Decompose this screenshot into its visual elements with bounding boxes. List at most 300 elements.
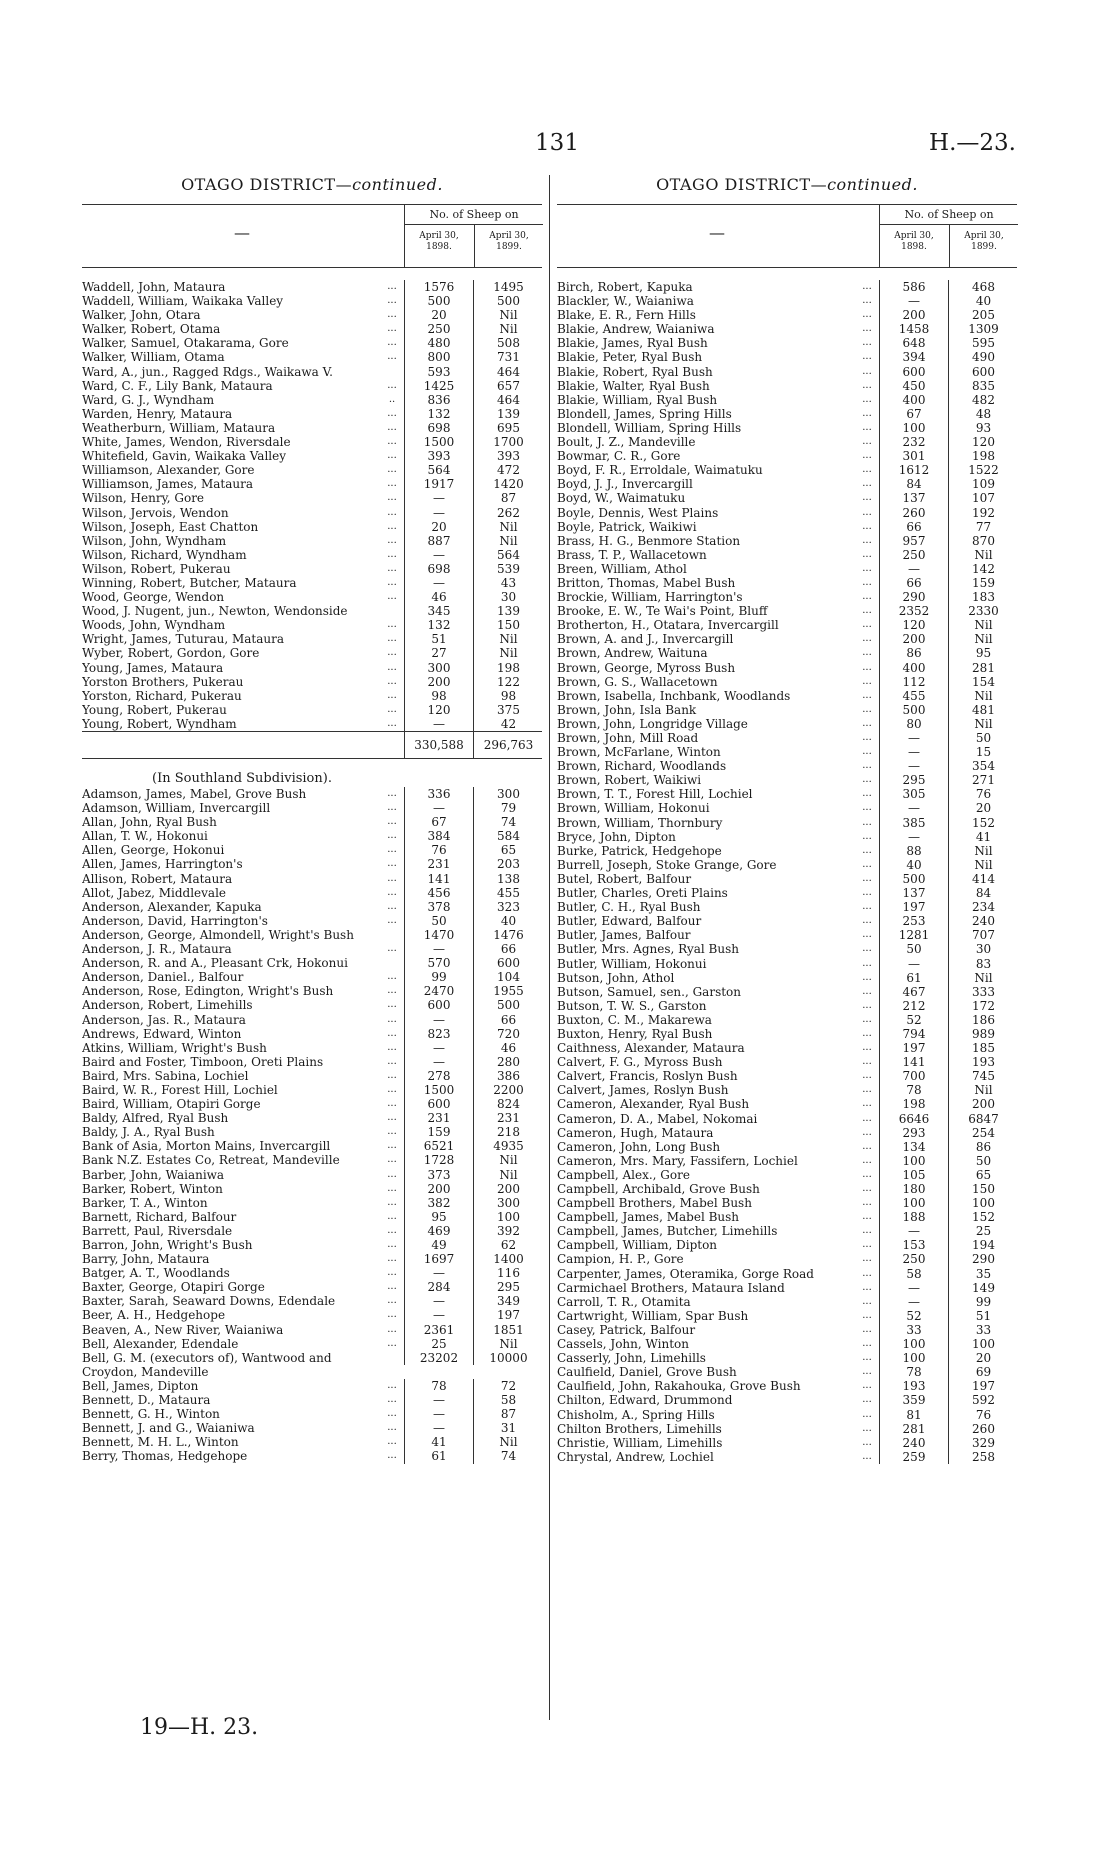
table-row xyxy=(557,1126,1017,1140)
sheep-1899: 197 xyxy=(473,1308,543,1322)
sheep-1898: 6521 xyxy=(404,1139,473,1153)
table-row xyxy=(557,844,1017,858)
sheep-1899: 69 xyxy=(948,1365,1018,1379)
owner-name: Brown, Isabella, Inchbank, Woodlands xyxy=(557,688,791,703)
sheep-1899: 10000 xyxy=(473,1351,543,1365)
sheep-1898: 1458 xyxy=(879,322,948,336)
leader-dots: ... xyxy=(387,1323,397,1335)
table-row xyxy=(82,1125,542,1139)
table-row xyxy=(557,463,1017,477)
table-row xyxy=(557,1436,1017,1450)
table-row xyxy=(557,449,1017,463)
page-number: 131 xyxy=(535,130,579,156)
sheep-1899: Nil xyxy=(473,1337,543,1351)
sheep-1898: 51 xyxy=(404,632,473,646)
owner-name: Bennett, G. H., Winton xyxy=(82,1407,220,1422)
sheep-1898: — xyxy=(404,506,473,520)
leader-dots: ... xyxy=(387,337,397,349)
sheep-1899: Nil xyxy=(473,632,543,646)
table-row xyxy=(82,548,542,562)
table-row xyxy=(82,1323,542,1337)
sheep-1898: 564 xyxy=(404,463,473,477)
sheep-1899: 2200 xyxy=(473,1083,543,1097)
owner-name: Chilton Brothers, Limehills xyxy=(557,1421,722,1436)
leader-dots: ... xyxy=(387,506,397,518)
owner-name: Carroll, T. R., Otamita xyxy=(557,1294,691,1309)
sheep-1898: 823 xyxy=(404,1027,473,1041)
table-row xyxy=(557,1295,1017,1309)
leader-dots: ... xyxy=(862,464,872,476)
sheep-1898: 6646 xyxy=(879,1112,948,1126)
owner-name: Blakie, Walter, Ryal Bush xyxy=(557,378,710,393)
sheep-1898: 20 xyxy=(404,520,473,534)
right-sheep-group xyxy=(879,205,1018,267)
sheep-1898: 66 xyxy=(879,576,948,590)
owner-name: Calvert, James, Roslyn Bush xyxy=(557,1083,729,1098)
leader-dots: ... xyxy=(862,1154,872,1166)
leader-dots: ... xyxy=(387,971,397,983)
owner-name: Winning, Robert, Butcher, Mataura xyxy=(82,575,297,590)
leader-dots: ... xyxy=(862,1042,872,1054)
table-row xyxy=(557,365,1017,379)
leader-dots: ... xyxy=(862,1295,872,1307)
table-row xyxy=(557,957,1017,971)
owner-name: Barron, John, Wright's Bush xyxy=(82,1238,253,1252)
sheep-1899: 41 xyxy=(948,830,1018,844)
total-1899: 296,763 xyxy=(473,732,543,758)
sheep-1899: 354 xyxy=(948,759,1018,773)
leader-dots: ... xyxy=(862,1239,872,1251)
table-row xyxy=(82,534,542,548)
sheep-1898: 120 xyxy=(879,618,948,632)
table-row xyxy=(557,435,1017,449)
leader-dots: ... xyxy=(387,1083,397,1095)
table-row xyxy=(82,1083,542,1097)
sheep-1898: 1500 xyxy=(404,435,473,449)
table-row xyxy=(557,703,1017,717)
table-row xyxy=(82,308,542,322)
owner-name: Burke, Patrick, Hedgehope xyxy=(557,843,722,858)
leader-dots: ... xyxy=(862,393,872,405)
owner-name: Casey, Patrick, Balfour xyxy=(557,1322,696,1337)
owner-name: Young, James, Mataura xyxy=(82,660,224,675)
owner-name: Anderson, George, Almondell, Wright's Bush xyxy=(82,927,354,942)
leader-dots: ... xyxy=(387,450,397,462)
leader-dots: ... xyxy=(387,591,397,603)
sheep-1898: 281 xyxy=(879,1422,948,1436)
owner-name: Brown, John, Mill Road xyxy=(557,731,699,745)
owner-name: Baldy, Alfred, Ryal Bush xyxy=(82,1111,229,1126)
leader-dots: ... xyxy=(862,1253,872,1265)
owner-name: Carmichael Brothers, Mataura Island xyxy=(557,1280,785,1295)
table-row xyxy=(557,477,1017,491)
leader-dots: ... xyxy=(862,887,872,899)
leader-dots: ... xyxy=(862,1267,872,1279)
table-row xyxy=(82,463,542,477)
owner-name: Christie, William, Limehills xyxy=(557,1435,723,1450)
sheep-1898: 2352 xyxy=(879,604,948,618)
leader-dots: ... xyxy=(862,548,872,560)
table-row xyxy=(82,1337,542,1351)
owner-name: Beaven, A., New River, Waianiwa xyxy=(82,1322,284,1337)
leader-dots: ... xyxy=(387,1422,397,1434)
sheep-1899: 584 xyxy=(473,829,543,843)
table-row xyxy=(82,336,542,350)
sheep-1898: 193 xyxy=(879,1379,948,1393)
sheep-1899: 1400 xyxy=(473,1252,543,1266)
sheep-1899: 99 xyxy=(948,1295,1018,1309)
sheep-1899: 100 xyxy=(948,1337,1018,1351)
sheep-1899: 539 xyxy=(473,562,543,576)
leader-dots: ... xyxy=(862,295,872,307)
leader-dots: ... xyxy=(862,1338,872,1350)
sheep-1899: 142 xyxy=(948,562,1018,576)
owner-name: Anderson, Robert, Limehills xyxy=(82,998,253,1013)
leader-dots: ... xyxy=(387,1337,397,1349)
sheep-1899: 30 xyxy=(473,590,543,604)
leader-dots: ... xyxy=(862,816,872,828)
table-row xyxy=(82,1238,542,1252)
leader-dots: ... xyxy=(387,1253,397,1265)
left-col-1898: April 30, 1898. xyxy=(419,231,459,252)
leader-dots: ... xyxy=(862,830,872,842)
table-row xyxy=(557,1041,1017,1055)
owner-name: Barber, John, Waianiwa xyxy=(82,1167,225,1182)
sheep-1898: — xyxy=(879,830,948,844)
sheep-1898: 200 xyxy=(879,308,948,322)
leader-dots: ... xyxy=(387,661,397,673)
table-row xyxy=(82,520,542,534)
table-row xyxy=(82,1153,542,1167)
right-group-title: No. of Sheep on xyxy=(880,205,1018,225)
table-row xyxy=(557,830,1017,844)
sheep-1898: 570 xyxy=(404,956,473,970)
owner-name: Baxter, George, Otapiri Gorge xyxy=(82,1280,265,1295)
leader-dots: ... xyxy=(862,746,872,758)
sheep-1898: 232 xyxy=(879,435,948,449)
table-row xyxy=(557,308,1017,322)
leader-dots: ... xyxy=(387,1182,397,1194)
leader-dots: ... xyxy=(387,309,397,321)
sheep-1899: 490 xyxy=(948,350,1018,364)
right-table-header xyxy=(557,204,1017,268)
leader-dots: ... xyxy=(862,915,872,927)
owner-name: Campion, H. P., Gore xyxy=(557,1252,684,1267)
sheep-1899: 186 xyxy=(948,1013,1018,1027)
owner-name: Berry, Thomas, Hedgehope xyxy=(82,1449,248,1464)
sheep-1898: 52 xyxy=(879,1309,948,1323)
sheep-1899: 731 xyxy=(473,350,543,364)
sheep-1898: 50 xyxy=(404,914,473,928)
sheep-1899: 25 xyxy=(948,1224,1018,1238)
table-row xyxy=(557,717,1017,731)
leader-dots: ... xyxy=(387,351,397,363)
sheep-1899: Nil xyxy=(948,548,1018,562)
leader-dots: ... xyxy=(387,619,397,631)
sheep-1898: 400 xyxy=(879,661,948,675)
total-1898: 330,588 xyxy=(404,732,473,758)
leader-dots: ... xyxy=(387,914,397,926)
sheep-1898: — xyxy=(879,1224,948,1238)
right-column xyxy=(557,175,1017,1464)
table-row xyxy=(557,1337,1017,1351)
leader-dots: ... xyxy=(862,1013,872,1025)
leader-dots: ... xyxy=(862,999,872,1011)
owner-name: Caulfield, John, Rakahouka, Grove Bush xyxy=(557,1379,801,1394)
sheep-1899: 77 xyxy=(948,520,1018,534)
table-row xyxy=(82,576,542,590)
table-row xyxy=(82,1393,542,1407)
owner-name: Barry, John, Mataura xyxy=(82,1252,210,1267)
leader-dots: ... xyxy=(387,520,397,532)
leader-dots: ... xyxy=(387,1069,397,1081)
sheep-1898: 250 xyxy=(879,1252,948,1266)
owner-name: Barrett, Paul, Riversdale xyxy=(82,1223,233,1238)
table-row xyxy=(82,1111,542,1125)
leader-dots: ... xyxy=(387,1267,397,1279)
table-row xyxy=(82,843,542,857)
table-row xyxy=(557,858,1017,872)
sheep-1899: 1700 xyxy=(473,435,543,449)
table-row xyxy=(82,1435,542,1449)
sheep-1899: 231 xyxy=(473,1111,543,1125)
owner-name: Beer, A. H., Hedgehope xyxy=(82,1308,226,1323)
sheep-1898: — xyxy=(404,491,473,505)
leader-dots: ... xyxy=(862,1197,872,1209)
sheep-1899: 50 xyxy=(948,731,1018,745)
sheep-1899: 35 xyxy=(948,1267,1018,1281)
owner-name: Cartwright, William, Spar Bush xyxy=(557,1308,749,1323)
sheep-1899: 205 xyxy=(948,308,1018,322)
leader-dots: ... xyxy=(862,407,872,419)
sheep-1899: Nil xyxy=(948,1083,1018,1097)
owner-name: Allan, T. W., Hokonui xyxy=(82,829,208,844)
table-row xyxy=(82,829,542,843)
owner-name: Casserly, John, Limehills xyxy=(557,1351,706,1366)
sheep-1899: 43 xyxy=(473,576,543,590)
table-row xyxy=(82,646,542,660)
table-row xyxy=(557,773,1017,787)
sheep-1899: 152 xyxy=(948,1210,1018,1224)
sheep-1899: Nil xyxy=(473,1153,543,1167)
sheep-1899: 30 xyxy=(948,942,1018,956)
left-table-header xyxy=(82,204,542,268)
sheep-1898: 49 xyxy=(404,1238,473,1252)
table-row xyxy=(82,1421,542,1435)
owner-name: Brotherton, H., Otatara, Invercargill xyxy=(557,618,779,633)
table-row xyxy=(557,787,1017,801)
sheep-1899: 194 xyxy=(948,1238,1018,1252)
left-total-row xyxy=(82,731,542,759)
sheep-1898: 200 xyxy=(404,1182,473,1196)
sheep-1899: 93 xyxy=(948,421,1018,435)
sheep-1898: 141 xyxy=(404,872,473,886)
table-row xyxy=(82,477,542,491)
sheep-1899: 83 xyxy=(948,957,1018,971)
leader-dots: ... xyxy=(862,576,872,588)
table-row xyxy=(557,1182,1017,1196)
sheep-1898: 50 xyxy=(879,942,948,956)
sheep-1899: 1495 xyxy=(473,280,543,294)
sheep-1899: 95 xyxy=(948,646,1018,660)
sheep-1898: 99 xyxy=(404,970,473,984)
sheep-1898: 78 xyxy=(879,1365,948,1379)
subdivision-heading: (In Southland Subdivision). xyxy=(152,771,332,786)
leader-dots: ... xyxy=(862,872,872,884)
table-row xyxy=(82,280,542,294)
leader-dots: ... xyxy=(862,351,872,363)
table-row xyxy=(82,787,542,801)
sheep-1899: 172 xyxy=(948,999,1018,1013)
leader-dots: ... xyxy=(387,421,397,433)
table-row xyxy=(82,379,542,393)
sheep-1899: 260 xyxy=(948,1422,1018,1436)
sheep-1898: 98 xyxy=(404,689,473,703)
table-row xyxy=(557,1083,1017,1097)
owner-name: Yorston Brothers, Pukerau xyxy=(82,674,244,689)
leader-dots: ... xyxy=(387,675,397,687)
owner-name: Calvert, F. G., Myross Bush xyxy=(557,1055,723,1070)
owner-name: Waddell, William, Waikaka Valley xyxy=(82,294,284,309)
leader-dots: ... xyxy=(387,802,397,814)
table-row xyxy=(82,1224,542,1238)
left-rows-bottom xyxy=(82,787,542,1464)
leader-dots: ... xyxy=(387,999,397,1011)
leader-dots: ... xyxy=(862,760,872,772)
owner-name: Brown, John, Isla Bank xyxy=(557,702,697,717)
left-heading xyxy=(82,175,542,194)
right-col-1898: April 30, 1898. xyxy=(894,231,934,252)
sheep-1898: 137 xyxy=(879,886,948,900)
sheep-1899: 258 xyxy=(948,1450,1018,1464)
table-row xyxy=(557,801,1017,815)
sheep-1898: 345 xyxy=(404,604,473,618)
sheep-1899: 500 xyxy=(473,294,543,308)
table-row xyxy=(82,1168,542,1182)
owner-name: Bell, James, Dipton xyxy=(82,1378,199,1393)
sheep-1898: 400 xyxy=(879,393,948,407)
sheep-1898: — xyxy=(404,1393,473,1407)
owner-name: Baxter, Sarah, Seaward Downs, Edendale xyxy=(82,1294,336,1309)
table-row xyxy=(82,998,542,1012)
sheep-1898: — xyxy=(404,1421,473,1435)
sheep-1899: 74 xyxy=(473,815,543,829)
leader-dots: ... xyxy=(862,281,872,292)
table-row xyxy=(82,449,542,463)
owner-name: Anderson, Rose, Edington, Wright's Bush xyxy=(82,984,334,999)
leader-dots: ... xyxy=(387,1027,397,1039)
table-row xyxy=(557,618,1017,632)
owner-name: Cameron, Hugh, Mataura xyxy=(557,1125,714,1140)
leader-dots: ... xyxy=(387,492,397,504)
sheep-1899: 76 xyxy=(948,1408,1018,1422)
sheep-1899: 20 xyxy=(948,801,1018,815)
sheep-1898: 1697 xyxy=(404,1252,473,1266)
table-row xyxy=(82,970,542,984)
sheep-1898: 240 xyxy=(879,1436,948,1450)
leader-dots: ... xyxy=(862,661,872,673)
table-row xyxy=(557,322,1017,336)
table-row xyxy=(82,1027,542,1041)
owner-name: Brown, Robert, Waikiwi xyxy=(557,773,702,788)
leader-dots: ... xyxy=(387,1210,397,1222)
sheep-1899: Nil xyxy=(948,717,1018,731)
owner-name: Campbell, Alex., Gore xyxy=(557,1167,690,1182)
sheep-1898: 385 xyxy=(879,816,948,830)
leader-dots: ... xyxy=(387,844,397,856)
sheep-1898: 2470 xyxy=(404,984,473,998)
table-row xyxy=(557,1210,1017,1224)
owner-name: Wilson, Joseph, East Chatton xyxy=(82,519,259,534)
sheep-1898: 957 xyxy=(879,534,948,548)
table-row xyxy=(82,1210,542,1224)
owner-name: Bank N.Z. Estates Co, Retreat, Mandeville xyxy=(82,1153,340,1168)
signature-mark: 19—H. 23. xyxy=(140,1715,259,1740)
sheep-1898: 300 xyxy=(404,661,473,675)
table-row xyxy=(82,350,542,364)
table-row xyxy=(82,604,542,618)
sheep-1898: 295 xyxy=(879,773,948,787)
leader-dots: ... xyxy=(387,1041,397,1053)
sheep-1899: 149 xyxy=(948,1281,1018,1295)
leader-dots: ... xyxy=(862,1436,872,1448)
leader-dots: ... xyxy=(387,1098,397,1110)
table-row xyxy=(557,1168,1017,1182)
owner-name: Ward, G. J., Wyndham xyxy=(82,392,215,407)
sheep-1899: 508 xyxy=(473,336,543,350)
leader-dots: ... xyxy=(387,1140,397,1152)
left-column xyxy=(82,175,542,1464)
owner-name: Bennett, D., Mataura xyxy=(82,1393,211,1408)
sheep-1899: 15 xyxy=(948,745,1018,759)
sheep-1899: 84 xyxy=(948,886,1018,900)
owner-name: Wilson, Jervois, Wendon xyxy=(82,505,229,520)
sheep-1898: 231 xyxy=(404,1111,473,1125)
owner-name: Brooke, E. W., Te Wai's Point, Bluff xyxy=(557,604,768,619)
table-row xyxy=(82,506,542,520)
table-row xyxy=(82,675,542,689)
leader-dots: ... xyxy=(862,520,872,532)
table-row xyxy=(82,801,542,815)
sheep-1898: — xyxy=(404,717,473,731)
left-heading-title: OTAGO DISTRICT— xyxy=(181,175,353,194)
sheep-1899: 138 xyxy=(473,872,543,886)
owner-name: Boyd, F. R., Erroldale, Waimatuku xyxy=(557,463,763,478)
leader-dots: ... xyxy=(862,1408,872,1420)
sheep-1899: 482 xyxy=(948,393,1018,407)
sheep-1898: 61 xyxy=(404,1449,473,1463)
sheep-1899: 87 xyxy=(473,1407,543,1421)
sheep-1898: 698 xyxy=(404,421,473,435)
table-row xyxy=(557,1393,1017,1407)
table-row xyxy=(82,590,542,604)
leader-dots: ... xyxy=(387,1168,397,1180)
sheep-1899: 695 xyxy=(473,421,543,435)
leader-dots: ... xyxy=(387,1154,397,1166)
table-row xyxy=(557,576,1017,590)
sheep-1898: 198 xyxy=(879,1097,948,1111)
table-row xyxy=(557,1267,1017,1281)
leader-dots: ... xyxy=(862,703,872,715)
sheep-1898: — xyxy=(879,759,948,773)
leader-dots: ... xyxy=(862,337,872,349)
table-row xyxy=(82,1379,542,1393)
sheep-1898: 500 xyxy=(879,872,948,886)
table-row xyxy=(82,942,542,956)
sheep-1898: — xyxy=(404,548,473,562)
sheep-1898: — xyxy=(404,1407,473,1421)
sheep-1898: 836 xyxy=(404,393,473,407)
